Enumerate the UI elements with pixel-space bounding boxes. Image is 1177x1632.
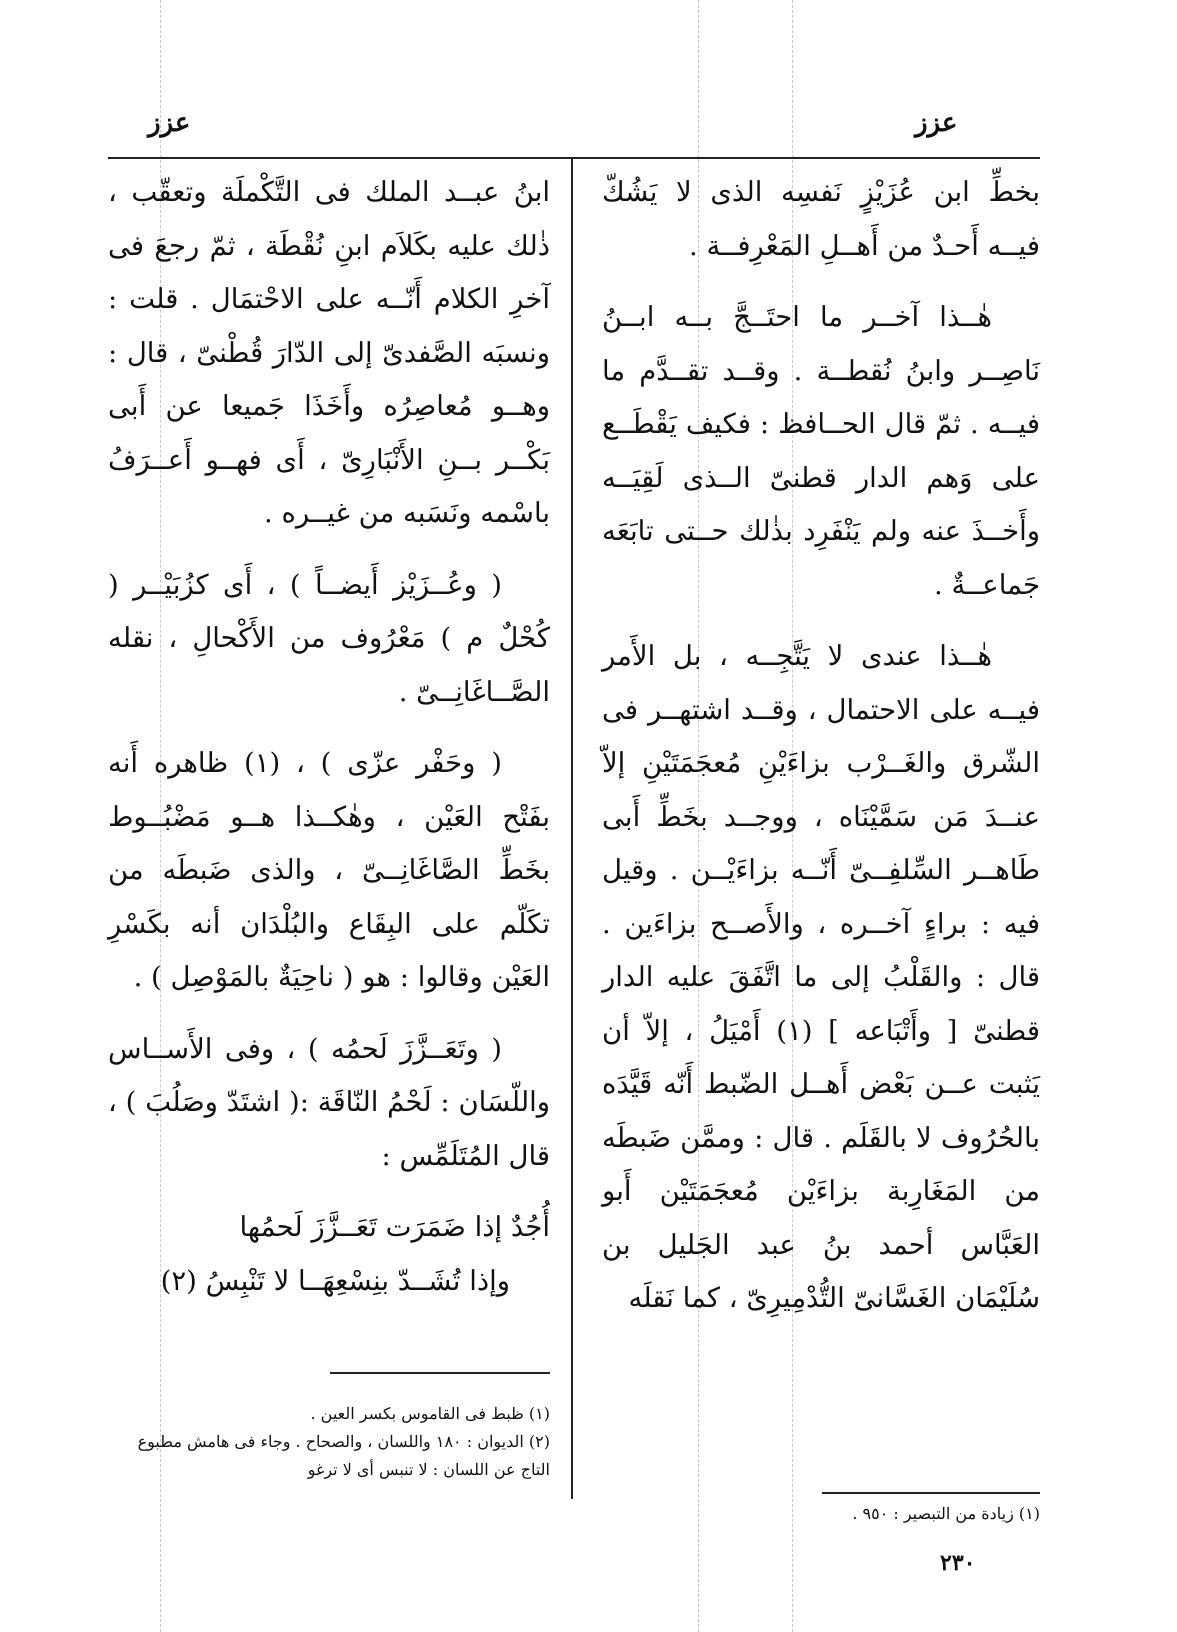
footnotes-left (108, 1400, 550, 1484)
footnote: (١) ظبط فى القاموس بكسر العين . (310, 1404, 550, 1423)
page-number: ٢٣٠ (940, 1550, 976, 1576)
header-rule (108, 157, 1040, 159)
paragraph: ابنُ عبــد الملك فى التَّكْملَة وتعقّب ، ذٰلك عليه بكَلاَم ابنِ نُقْطَة ، ثمّ رجعَ فى آخرِ الكلام أَنّــه على الاحْتمَال . قلت : ونسبَه الصَّفدىّ إلى الدّارَ قُطْنىّ ، قال : وهــو مُعاصِرُه وأَخَذَا جَميعا عن أَبى بَكْــر بــنِ الأَنْبَارِىّ ، أَى فهــو أَعــرَفُ باسْمه ونَسَبه من غيــره . (108, 176, 550, 529)
footnotes-right (602, 1500, 1040, 1528)
verse-line: أُجُدٌ إذا ضَمَرَت تَعَــزَّزَ لَحمُها (239, 1211, 550, 1243)
footnote-rule (330, 1372, 550, 1374)
paragraph: ( وتَعَــزَّزَ لَحمُه ) ، وفى الأَســاس واللّسَان : لَحْمُ النّاقَة :( اشتَدّ وصَلُبَ ) ، قال المُتَلَمِّس : (108, 1032, 550, 1172)
right-text-column (602, 166, 1040, 1326)
paragraph: هٰــذا آخــر ما احتَــجَّ بــه ابــنُ نَاصِــر وابنُ نُقطــة . وقــد تقــدَّم ما فيــه . ثمّ قال الحــافظ : فكيف يَقْطَــع على وَهم الدار قطنىّ الــذى لَقِيَــه وأَخــذَ عنه ولم يَنْفَرِد بذٰلك حــتى تابَعَه جَماعــةٌ . (602, 301, 1040, 601)
paragraph: ( وحَفْر عزّى ) ، (١) ظاهره أَنه بفَتْح العَيْن ، وهٰكــذا هــو مَضْبُــوط بخَطِّ الصَّاغَانِــىّ ، والذى ضَبطَه من تكَلّم على البِقَاع والبُلْدَان أنه بكَسْرِ العَيْن وقالوا : هو ( ناحِيَةٌ بالمَوْصِل ) . (108, 747, 550, 993)
paragraph: بخطِّ ابن عُزَيْزٍ نَفسِه الذى لا يَشُكّ فيــه أَحـدٌ من أَهــلِ المَعْرِفــة . (602, 176, 1040, 262)
header-word-left: عزز (148, 108, 191, 138)
footnote-rule (822, 1492, 1040, 1494)
paragraph: ( وعُــزَيْز أَيضــاً ) ، أَى كزُبَيْــر ( كُحْلٌ م ) مَعْرُوف من الأَكْحالِ ، نقله الصَّــاغَانِــىّ . (108, 568, 550, 708)
verse-line: وإذا تُشَــدّ بنِسْعِهَــا لا تَنْبِسُ (٢) (160, 1264, 510, 1297)
left-text-column (108, 166, 550, 1308)
paragraph: هٰــذا عندى لا يَتَّجِــه ، بل الأَمر فيــه على الاحتمال ، وقــد اشتهــر فى الشّرق والغَــرْب بزاءَيْنِ مُعجَمَتَيْنِ إلاّ عنــدَ مَن سَمَّيْنَاه ، ووجــد بخَطِّ أَبى طَاهــر السِّلفِــىّ أَنّــه بزاءَيْــن . وقيل فيه : براءٍ آخــره ، والأَصــح بزاءَين . قال : والقَلْبُ إلى ما اتَّفَقَ عليه الدار قطنىّ [ وأَتْبَاعه ] (١) أَمْيَلُ ، إلاّ أن يَثبت عــن بَعْض أَهــل الضّبط أَنّه قَيَّدَه بالحُرُوف لا بالقَلَم . قال : وممَّن ضَبطَه من المَغَارِبة بزاءَيْن مُعجَمَتَيْن أَبو العَبَّاس أحمد بنُ عبد الجَليل بن سُلَيْمَان الغَسَّانىّ التُّدْمِيرِىّ ، كما نَقلَه (602, 640, 1040, 1314)
footnote: (٢) الديوان : ١٨٠ واللسان ، والصحاح . وجاء فى هامش مطبوع التاج عن اللسان : لا تنبس أى لا ترغو (137, 1432, 550, 1479)
column-divider (571, 157, 573, 1499)
header-word-right: عزز (915, 108, 958, 138)
footnote: (١) زيادة من التبصير : ٩٥٠ . (852, 1504, 1040, 1523)
